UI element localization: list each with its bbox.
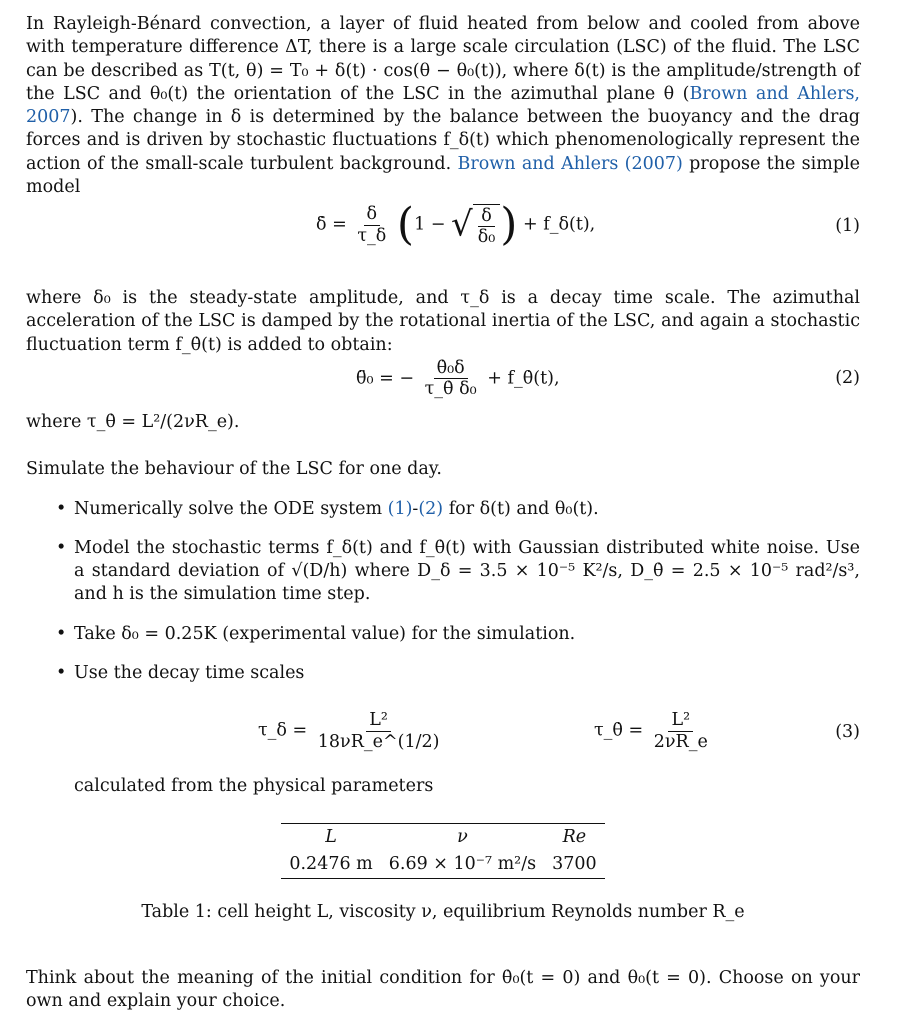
table-header-row	[281, 823, 604, 851]
eq1-sqrt-fraction	[475, 207, 499, 247]
intro-text-3: propose the simple model	[26, 153, 860, 198]
eq2-rest: + f_θ̇(t),	[487, 368, 560, 389]
citation-link-2[interactable]: Brown and Ahlers (2007)	[457, 153, 683, 174]
eq3-fraction-2	[651, 711, 711, 751]
paragraph-2: where δ₀ is the steady-state amplitude, and τ_δ is a decay time scale. The azimuthal acceleration of the LSC is damped by the rotational inertia of the LSC, and again a stochastic fluctuation term f_θ̇(t) is added to obtain:	[26, 288, 860, 355]
equation-3	[26, 703, 860, 775]
eq2-lhs: θ̈₀ = −	[356, 368, 415, 389]
table-cell: 6.69 × 10⁻⁷ m²/s	[388, 853, 537, 874]
b3-text: Take δ₀ = 0.25K (experimental value) for the simulation.	[74, 623, 576, 644]
table-header-cell: L	[325, 826, 337, 847]
eq1-num: δ	[364, 205, 381, 225]
intro-text-1: In Rayleigh-Bénard convection, a layer of fluid heated from below and cooled from above with temperature difference ΔT, there is a large scale circulation (LSC) of the fluid. The LSC can be described as T(t, θ) = T₀ + δ(t) · cos(θ − θ₀(t)), where δ(t) is the amplitude/strength of the LSC and θ₀(t) the orientation of the LSC in the azimuthal plane θ (	[26, 14, 860, 104]
eq2-den: τ_θ̇ δ₀	[424, 379, 477, 400]
eq3-fraction-1	[315, 711, 443, 751]
eq1-right-paren: )	[500, 199, 518, 250]
eq2-number: (2)	[835, 368, 860, 388]
parameter-table-wrap	[26, 823, 860, 880]
table-header-cell: ν	[457, 826, 468, 847]
intro-paragraph	[26, 13, 860, 198]
document-page	[26, 13, 860, 1013]
eq1-rest: + f_δ(t),	[523, 214, 596, 235]
eq1-fraction	[354, 205, 389, 245]
list-item	[26, 623, 860, 646]
b4-text: Use the decay time scales	[74, 663, 305, 684]
eq1-left-paren: (	[396, 199, 415, 250]
intro-text-2: ). The change in δ is determined by the balance between the buoyancy and the drag forces and is driven by stochastic fluctuations f_δ(t) which phenomenologically represent the action of the small-scale turbulent background.	[26, 107, 860, 174]
closing-paragraph: Think about the meaning of the initial condition for θ̇₀(t = 0) and θ₀(t = 0). Choose on your own and explain your choice.	[26, 967, 860, 1011]
eq2-num: θ̇₀δ	[434, 359, 468, 379]
bullet-icon: •	[56, 498, 67, 519]
eq1-sqrt-den: δ₀	[477, 227, 496, 247]
table-row	[281, 851, 604, 879]
bullet-icon: •	[56, 663, 67, 684]
eq3-number: (3)	[835, 722, 860, 743]
parameter-table	[281, 823, 604, 880]
eq3-lhs-2: τ_θ̇ =	[594, 720, 644, 741]
b1-dash: -	[412, 498, 419, 519]
bullet-icon: •	[56, 623, 67, 644]
eq3-num-1: L²	[366, 711, 391, 731]
eq-ref-1-link[interactable]: (1)	[387, 498, 413, 519]
eq1-number: (1)	[835, 216, 860, 236]
where-line: where τ_θ̇ = L²/(2νR_e).	[26, 412, 240, 432]
table-caption: Table 1: cell height L, viscosity ν, equilibrium Reynolds number R_e	[141, 902, 745, 923]
list-item	[26, 662, 860, 685]
task-list	[26, 498, 860, 686]
b1-text-a: Numerically solve the ODE system	[74, 498, 388, 519]
eq1-sqrt-icon: √	[451, 204, 473, 245]
equation-1	[26, 181, 860, 281]
eq3-den-1: 18νR_e^(1/2)	[317, 731, 440, 752]
calc-from-line: calculated from the physical parameters	[74, 776, 434, 797]
eq1-den: τ_δ	[357, 225, 387, 246]
b1-text-b: for δ(t) and θ₀(t).	[443, 498, 599, 519]
equation-2	[26, 355, 860, 411]
list-item	[26, 498, 860, 521]
table-cell: 3700	[552, 853, 597, 874]
citation-link-1[interactable]: Brown and Ahlers, 2007	[26, 83, 860, 128]
eq3-lhs-1: τ_δ =	[258, 720, 308, 741]
eq1-sqrt-num: δ	[478, 207, 495, 227]
bullet-icon: •	[56, 537, 67, 558]
eq3-num-2: L²	[668, 711, 693, 731]
eq1-sqrt	[473, 204, 501, 247]
eq1-one-minus: 1 −	[414, 214, 446, 235]
eq2-fraction	[422, 359, 480, 399]
eq1-lhs: δ̇ =	[316, 214, 347, 235]
table-header-cell: Re	[562, 826, 587, 847]
table-cell: 0.2476 m	[289, 853, 373, 874]
eq-ref-2-link[interactable]: (2)	[418, 498, 444, 519]
simulate-line: Simulate the behaviour of the LSC for one day.	[26, 459, 442, 480]
list-item	[26, 537, 860, 607]
eq3-den-2: 2νR_e	[653, 731, 708, 752]
b2-text: Model the stochastic terms f_δ(t) and f_θ̇(t) with Gaussian distributed white noise. Use a standard deviation of √(D/h) where D_δ = 3.5 × 10⁻⁵ K²/s, D_θ̇ = 2.5 × 10⁻⁵ rad²/s³, and h is the simulation time step.	[74, 537, 860, 605]
